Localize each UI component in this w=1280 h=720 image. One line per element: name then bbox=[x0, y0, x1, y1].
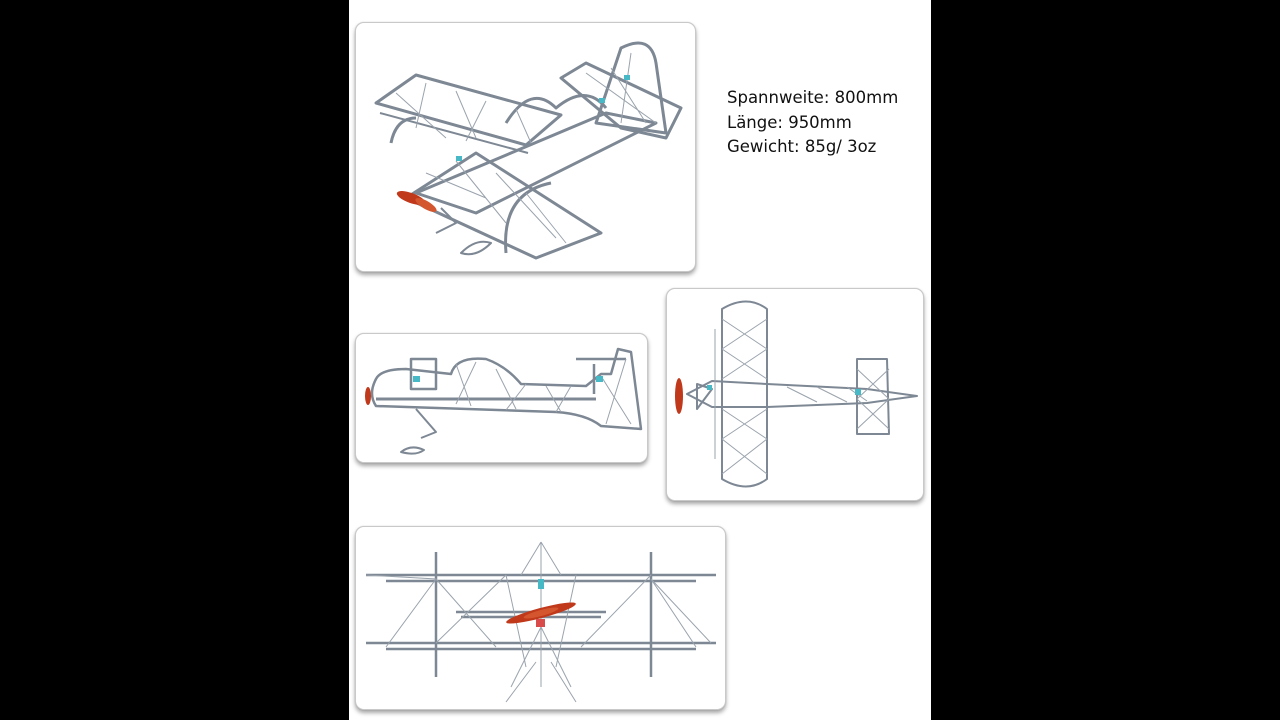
side-view-card bbox=[355, 333, 648, 463]
length-label: Länge: 950mm bbox=[727, 112, 852, 132]
biplane-frame-isometric-icon bbox=[356, 23, 695, 271]
biplane-frame-side-icon bbox=[356, 334, 647, 462]
wingspan-label: Spannweite: 800mm bbox=[727, 88, 899, 107]
document-page bbox=[349, 0, 931, 720]
isometric-view-card bbox=[355, 22, 696, 272]
top-view-card bbox=[666, 288, 924, 501]
biplane-frame-top-icon bbox=[667, 289, 923, 500]
biplane-frame-front-icon bbox=[356, 527, 725, 709]
specifications bbox=[727, 86, 898, 160]
weight-label: Gewicht: 85g/ 3oz bbox=[727, 137, 877, 156]
front-view-card bbox=[355, 526, 726, 710]
